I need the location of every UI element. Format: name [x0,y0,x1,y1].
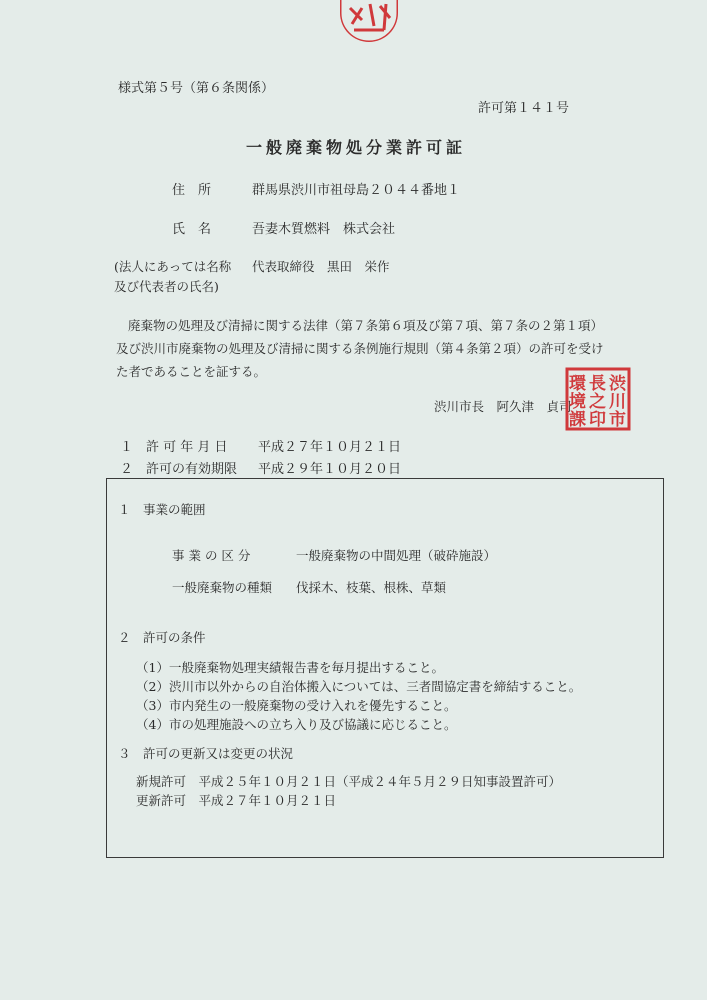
body-line-2: 及び渋川市廃棄物の処理及び清掃に関する条例施行規則（第４条第２項）の許可を受け [116,341,604,356]
body-line-1: 廃棄物の処理及び清掃に関する法律（第７条第６項及び第７項、第７条の２第１項） [128,318,604,333]
top-seal-stamp [340,0,398,42]
svg-text:印: 印 [589,410,606,430]
permit-number: 許可第１４１号 [478,101,570,116]
certification-text [116,314,636,383]
svg-text:市: 市 [609,410,626,430]
business-category-label: 事 業 の 区 分 [172,548,251,563]
condition-item: （2）渋川市以外からの自治体搬入については、三者間協定書を締結すること。 [136,679,582,694]
name-value: 吾妻木質燃料 株式会社 [252,222,396,237]
expiry-date-value: 平成２９年１０月２０日 [258,462,402,477]
mayor-seal-stamp [565,367,631,431]
representative-label-line2: 及び代表者の氏名) [114,279,219,294]
svg-text:長: 長 [589,374,606,394]
business-category-value: 一般廃棄物の中間処理（破砕施設） [296,548,497,563]
issuer-name: 渋川市長 阿久津 貞司 [434,399,572,414]
svg-text:川: 川 [609,392,626,412]
condition-item: （4）市の処理施設への立ち入り及び協議に応じること。 [136,717,457,732]
svg-text:之: 之 [589,392,606,412]
new-permit-line: 新規許可 平成２５年１０月２１日（平成２４年５月２９日知事設置許可） [136,774,562,789]
svg-text:環: 環 [569,374,586,394]
form-label: 様式第５号（第６条関係） [118,81,275,96]
condition-item: （1）一般廃棄物処理実績報告書を毎月提出すること。 [136,660,444,675]
svg-text:渋: 渋 [609,374,626,394]
address-value: 群馬県渋川市祖母島２０４４番地１ [252,183,461,198]
address-label: 住 所 [172,183,212,198]
representative-value: 代表取締役 黒田 栄作 [252,259,390,274]
name-label: 氏 名 [172,222,212,237]
expiry-date-label: ２ 許可の有効期限 [120,462,238,477]
condition-item: （3）市内発生の一般廃棄物の受け入れを優先すること。 [136,698,457,713]
body-line-3: た者であることを証する。 [116,364,267,379]
representative-label-line1: (法人にあっては名称 [114,259,232,274]
scope-heading: １ 事業の範囲 [118,502,206,517]
svg-text:境: 境 [569,392,586,412]
waste-type-value: 伐採木、枝葉、根株、草類 [296,580,447,595]
permit-date-value: 平成２７年１０月２１日 [258,440,402,455]
renewal-line: 更新許可 平成２７年１０月２１日 [136,793,337,808]
history-heading: ３ 許可の更新又は変更の状況 [118,746,294,761]
page-title: 一般廃棄物処分業許可証 [246,138,467,157]
permit-date-label: １ 許 可 年 月 日 [120,440,228,455]
svg-text:課: 課 [569,410,586,430]
conditions-heading: ２ 許可の条件 [118,630,206,645]
waste-type-label: 一般廃棄物の種類 [172,580,273,595]
